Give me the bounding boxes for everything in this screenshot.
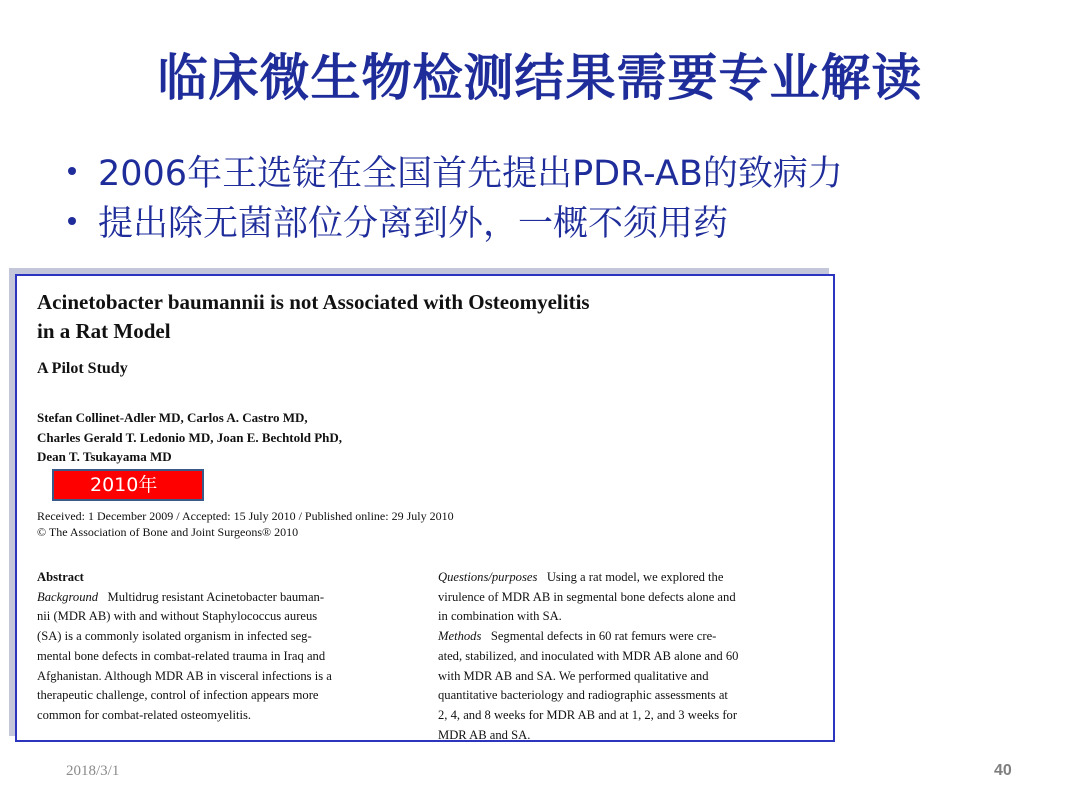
abstract-line: MDR AB and SA. (438, 727, 531, 742)
abstract-line: mental bone defects in combat-related trauma in Iraq and (37, 648, 326, 663)
questions-label: Questions/purposes (438, 570, 538, 584)
paper-subtitle: A Pilot Study (37, 360, 128, 377)
abstract-heading: Abstract (37, 570, 84, 584)
slide-title: 临床微生物检测结果需要专业解读 (157, 49, 923, 107)
author-line: Dean T. Tsukayama MD (37, 449, 172, 464)
abstract-line: virulence of MDR AB in segmental bone defects alone and (438, 589, 736, 604)
bullet-list (62, 146, 1042, 246)
paper-authors (37, 408, 737, 467)
author-line: Stefan Collinet-Adler MD, Carlos A. Castro MD, (37, 410, 308, 425)
bullet-dot-icon (68, 217, 76, 225)
abstract-text: Segmental defects in 60 rat femurs were cre- (490, 629, 717, 644)
abstract-line (438, 627, 812, 647)
abstract-line: therapeutic challenge, control of infection appears more (37, 688, 319, 703)
abstract-line (438, 568, 812, 588)
abstract-line: (SA) is a commonly isolated organism in infected seg- (37, 629, 312, 644)
abstract-line: in combination with SA. (438, 609, 562, 624)
background-label: Background (37, 589, 99, 604)
paper-title-line: Acinetobacter baumannii is not Associated with Osteomyelitis (37, 290, 590, 314)
bullet-dot-icon (68, 167, 76, 175)
paper-excerpt-image (15, 274, 835, 742)
bullet-item (62, 146, 1042, 196)
received-line: Received: 1 December 2009 / Accepted: 15 July 2010 / Published online: 29 July 2010 (37, 509, 454, 523)
abstract-line: common for combat-related osteomyelitis. (37, 707, 252, 722)
paper-dates (37, 508, 817, 540)
footer-date: 2018/3/1 (66, 763, 120, 779)
abstract-left-column (37, 568, 411, 726)
bullet-item (62, 196, 1042, 246)
abstract-line: Afghanistan. Although MDR AB in visceral infections is a (37, 668, 332, 683)
paper-title-line: in a Rat Model (37, 319, 171, 343)
methods-label: Methods (438, 629, 482, 644)
copyright-line: © The Association of Bone and Joint Surgeons® 2010 (37, 525, 299, 539)
abstract-line: with MDR AB and SA. We performed qualitative and (438, 668, 709, 683)
abstract-line: quantitative bacteriology and radiographic assessments at (438, 688, 728, 703)
paper-title (37, 288, 797, 346)
year-badge: 2010年 (52, 469, 204, 501)
abstract-line: nii (MDR AB) with and without Staphylococcus aureus (37, 609, 318, 624)
abstract-text: Multidrug resistant Acinetobacter bauman- (107, 589, 325, 604)
abstract-line: 2, 4, and 8 weeks for MDR AB and at 1, 2, and 3 weeks for (438, 707, 738, 722)
abstract-line (37, 588, 411, 608)
abstract-line: ated, stabilized, and inoculated with MDR AB alone and 60 (438, 648, 739, 663)
bullet-text: 2006年王选锭在全国首先提出PDR-AB的致病力 (98, 154, 843, 194)
abstract-text: Using a rat model, we explored the (546, 570, 724, 584)
bullet-text: 提出除无菌部位分离到外，一概不须用药 (98, 204, 729, 244)
author-line: Charles Gerald T. Ledonio MD, Joan E. Bechtold PhD, (37, 429, 343, 445)
page-number: 40 (994, 762, 1012, 779)
abstract-right-column (438, 568, 812, 742)
